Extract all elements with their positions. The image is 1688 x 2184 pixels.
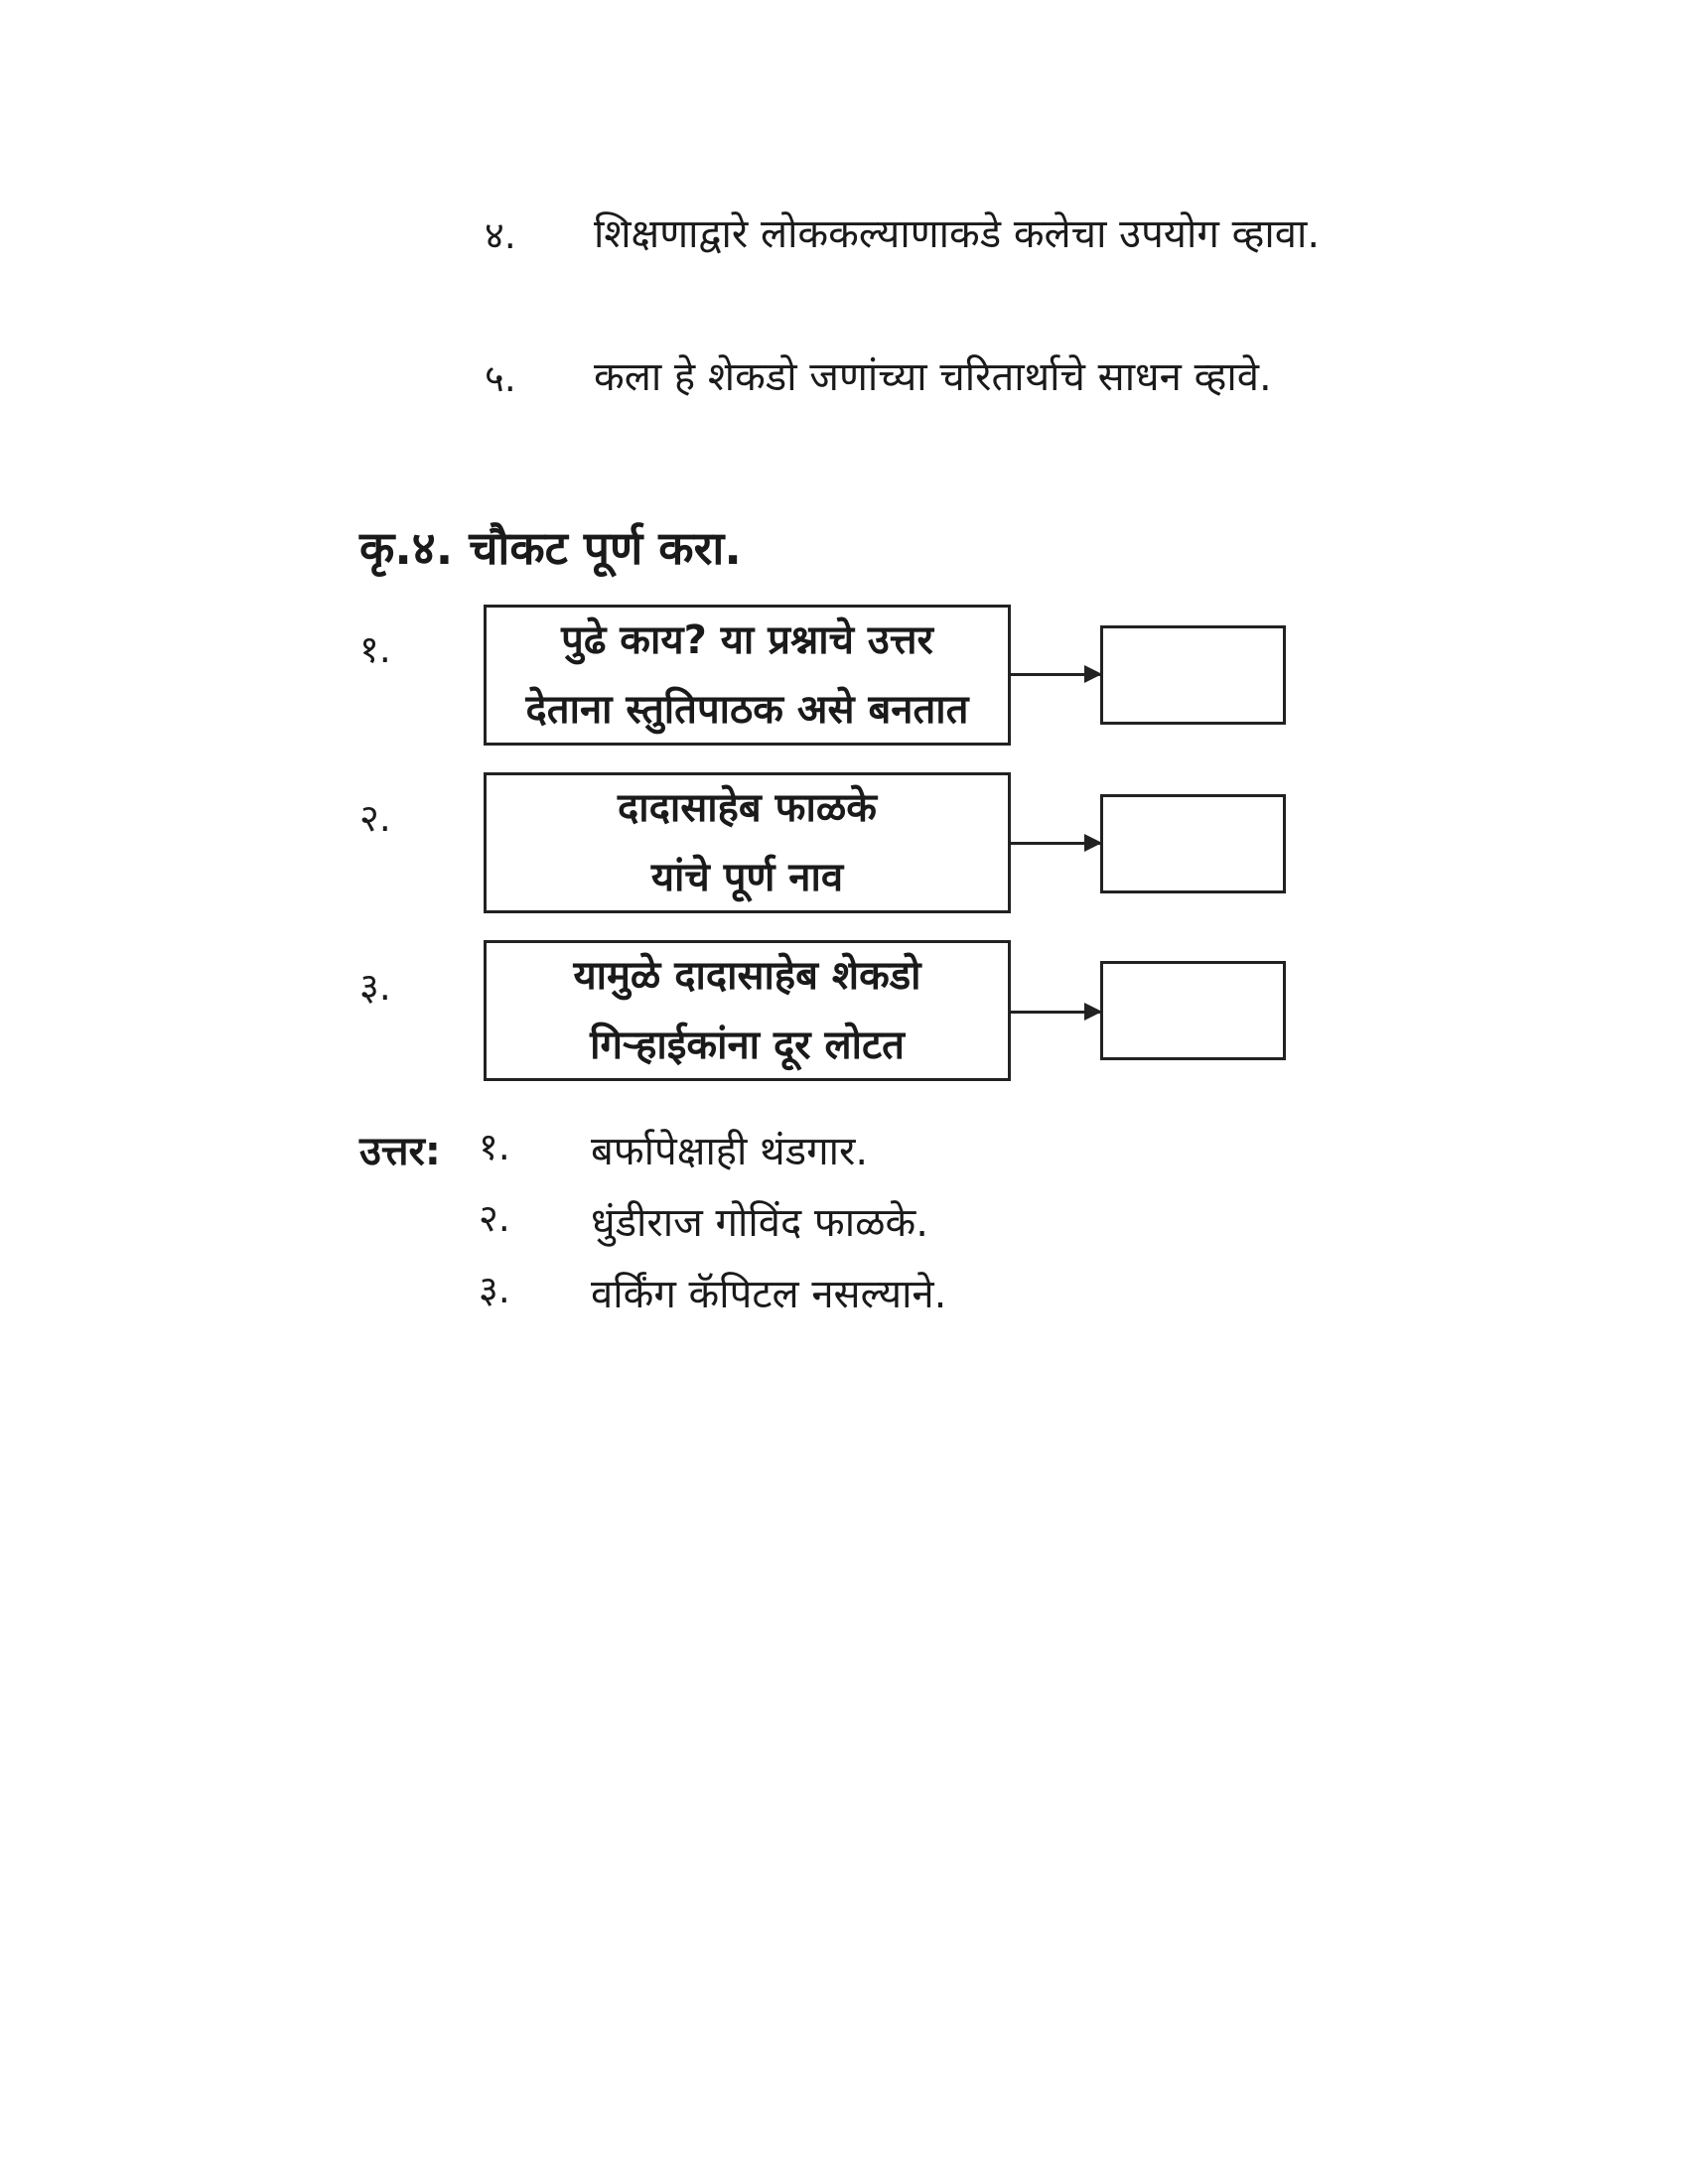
answer-label: उत्तर: [359,1129,441,1174]
box-number: १. [359,627,391,671]
question-line: गिऱ्हाईकांना दूर लोटत [590,1023,905,1068]
answer-text: वर्किंग कॅपिटल नसल्याने. [591,1272,947,1317]
answer-box [1100,794,1286,893]
list-item-number: ५. [485,356,516,400]
question-line: देताना स्तुतिपाठक असे बनतात [525,687,969,733]
box-number: २. [359,796,391,840]
list-item-number: ४. [485,213,516,257]
list-item-text: शिक्षणाद्वारे लोककल्याणाकडे कलेचा उपयोग व्हावा. [594,211,1321,257]
answer-box [1100,625,1286,725]
question-box [484,605,1011,746]
answer-number: २. [479,1196,510,1240]
question-box [484,940,1011,1081]
question-line: पुढे काय? या प्रश्नाचे उत्तर [561,617,933,663]
question-line: यामुळे दादासाहेब शेकडो [573,953,921,999]
answer-text: धुंडीराज गोविंद फाळके. [591,1200,928,1246]
answer-number: ३. [479,1268,510,1311]
answer-text: बर्फापेक्षाही थंडगार. [591,1129,869,1174]
list-item-text: कला हे शेकडो जणांच्या चरितार्थाचे साधन व्हावे. [594,354,1272,400]
section-heading: कृ.४. चौकट पूर्ण करा. [359,521,742,575]
answer-number: १. [479,1125,510,1168]
question-line: यांचे पूर्ण नाव [650,855,844,900]
answer-box [1100,961,1286,1060]
question-box [484,772,1011,913]
box-number: ३. [359,965,391,1009]
question-line: दादासाहेब फाळके [618,785,877,831]
